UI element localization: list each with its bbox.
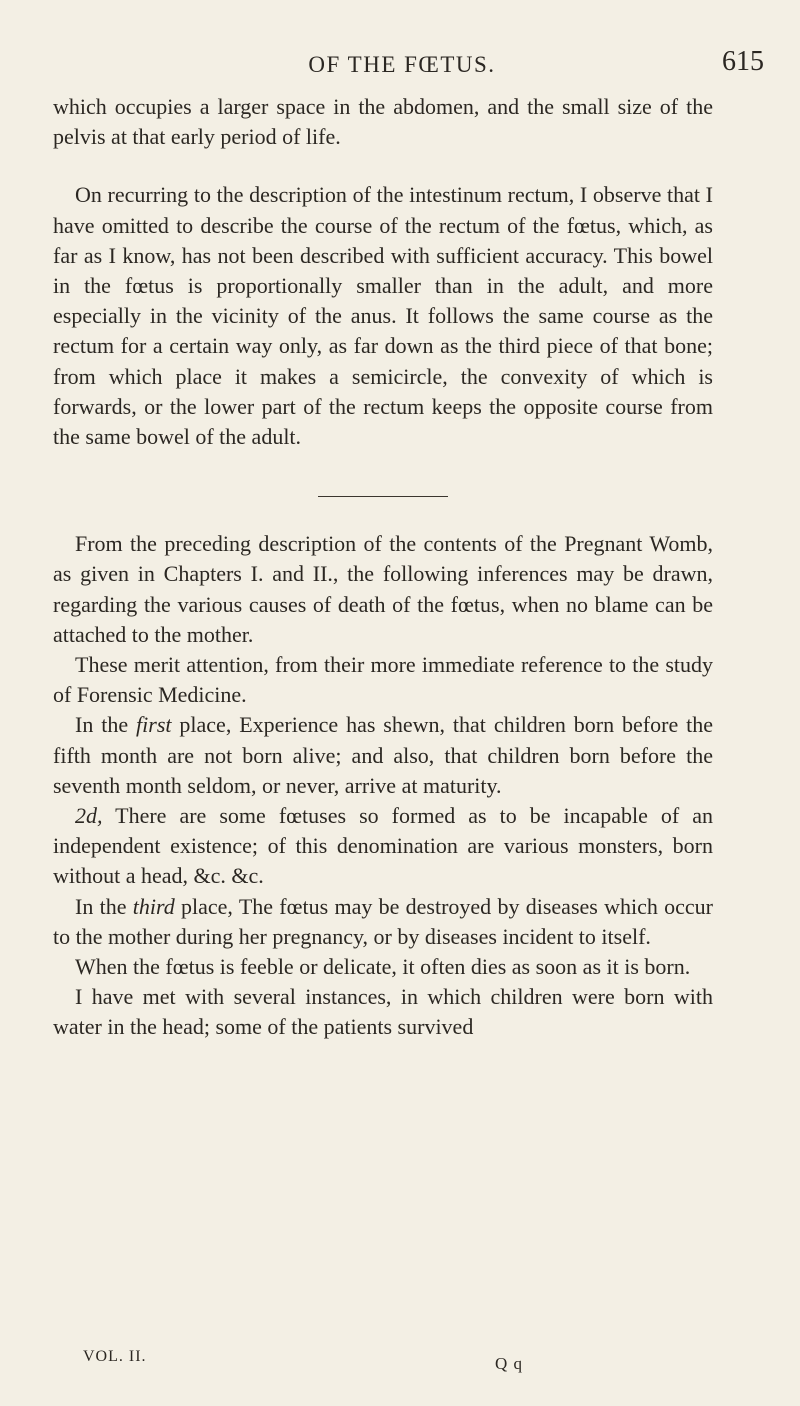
inference-text: There are some fœtuses so formed as to be incapable of an independent existence; of this denomination are various monsters, born without a head, &c. &c. xyxy=(53,803,713,889)
paragraph-feeble-foetus xyxy=(53,952,713,982)
body-text xyxy=(53,92,713,1043)
paragraph-text: When the fœtus is feeble or delicate, it often dies as soon as it is born. xyxy=(75,954,691,980)
inference-lead: In the xyxy=(75,893,133,919)
inference-second xyxy=(53,801,713,892)
paragraph-continuation: which occupies a larger space in the abdomen, and the small size of the pelvis at that early period of life. xyxy=(53,94,713,150)
inference-text: place, The fœtus may be destroyed by diseases which occur to the mother during her pregnancy, or by diseases incident to itself. xyxy=(53,893,714,949)
paragraph-inferences-intro: From the preceding description of the contents of the Pregnant Womb, as given in Chapters I. and II., the following inferences may be drawn, regarding the various causes of death of the fœtus, when no blame can be attached to the mother. xyxy=(53,531,713,647)
inference-ordinal: first xyxy=(136,712,172,738)
page-header xyxy=(40,44,764,84)
paragraph-forensic: These merit attention, from their more immediate reference to the study of Forensic Medicine. xyxy=(53,652,713,708)
inference-first xyxy=(53,710,713,801)
section-divider xyxy=(318,496,448,497)
paragraph-water-in-head xyxy=(53,982,713,1042)
signature-mark: Q q xyxy=(495,1354,524,1373)
inference-third xyxy=(53,892,713,952)
inference-ordinal: 2d, xyxy=(75,803,103,829)
page-number: 615 xyxy=(722,46,764,77)
paragraph-text: I have met with several instances, in which children were born with water in the head; some of the patients survived xyxy=(53,984,713,1040)
paragraph-rectum: On recurring to the description of the intestinum rectum, I observe that I have omitted to describe the course of the rectum of the fœtus, which, as far as I know, has not been described with sufficient accuracy. This bowel in the fœtus is proportionally smaller than in the adult, and more especially in the vicinity of the anus. It follows the same course as the rectum for a certain way only, as far down as the third piece of that bone; from which place it makes a semicircle, the convexity of which is forwards, or the lower part of the rectum keeps the opposite course from the same bowel of the adult. xyxy=(53,182,713,450)
inference-ordinal: third xyxy=(132,893,175,919)
inference-lead: In the xyxy=(75,712,137,738)
volume-label: VOL. II. xyxy=(83,1348,147,1365)
running-title: OF THE FŒTUS. xyxy=(308,52,496,77)
inference-text: place, Experience has shewn, that children born before the fifth month are not born alive; and also, that children born before the seventh month seldom, or never, arrive at maturity. xyxy=(53,712,714,798)
